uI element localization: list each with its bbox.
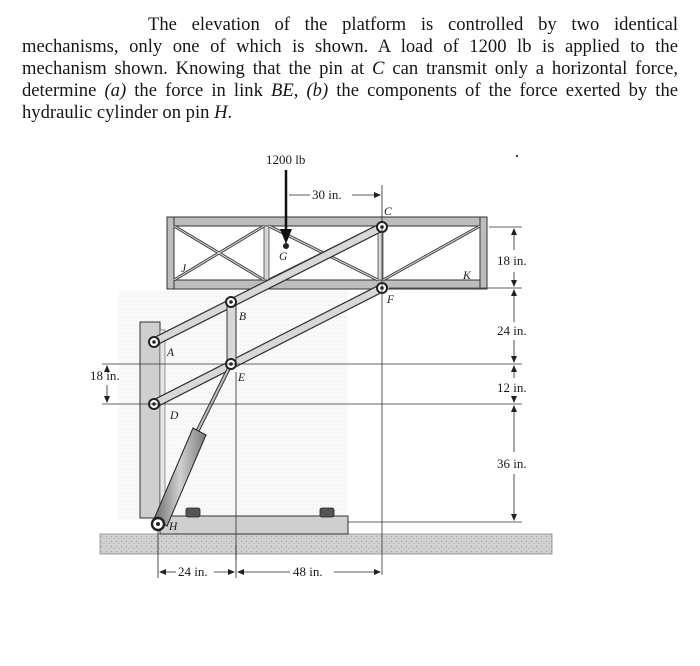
pin-b: [226, 297, 236, 307]
label-k: K: [463, 270, 471, 282]
label-h: H: [169, 521, 178, 533]
dim-bottom-48-label: 48 in.: [293, 564, 323, 579]
load-label: 1200 lb: [266, 152, 306, 167]
dim-left-18-label: 18 in.: [90, 368, 120, 383]
statement-intro: The elevation of the platform is controlled by two identical mechanisms, only one of which is shown. A load of 1200 lb is applied to the mechanism shown. Knowing that the pin at: [22, 14, 678, 79]
statement-end: .: [227, 102, 233, 123]
dim-right-18-label: 18 in.: [497, 253, 527, 268]
link-be: [227, 302, 236, 366]
label-b: B: [239, 311, 247, 323]
label-g: G: [279, 251, 288, 263]
statement-determine: can transmit only a horizontal force, determine: [22, 58, 678, 101]
label-a: A: [167, 347, 175, 359]
pin-c-ref: C: [372, 58, 385, 79]
base-plate: [160, 516, 348, 534]
label-f: F: [387, 294, 395, 306]
dim-30-label: 30 in.: [312, 187, 342, 202]
dim-30: [289, 185, 382, 222]
pin-a: [149, 337, 159, 347]
label-d: D: [170, 410, 179, 422]
dim-right-24-label: 24 in.: [497, 323, 527, 338]
vertical-post: [140, 322, 160, 518]
base-bolt-right: [320, 508, 334, 517]
post-flange: [160, 330, 165, 518]
part-a-text: the force in link: [126, 80, 271, 101]
pin-h: [152, 518, 164, 530]
part-a-marker: (a): [104, 80, 127, 101]
label-e: E: [238, 372, 246, 384]
label-c: C: [384, 206, 392, 218]
dim-right-chain: [511, 228, 517, 521]
dim-right-36-label: 36 in.: [497, 456, 527, 471]
dim-right-12-label: 12 in.: [497, 380, 527, 395]
dim-left-18: [90, 365, 120, 403]
stray-mark: [516, 155, 518, 157]
part-b-text: the components of the force exerted by the hydraulic cylinder on pin: [22, 80, 678, 123]
base-bolt-left: [186, 508, 200, 517]
ground: [100, 534, 552, 554]
link-be-ref: BE: [270, 80, 294, 101]
part-b-marker: (b): [306, 80, 329, 101]
label-j: J: [181, 263, 187, 275]
pin-h-ref: H: [214, 102, 228, 123]
separator: ,: [293, 80, 307, 101]
dim-bottom-24-label: 24 in.: [178, 564, 208, 579]
